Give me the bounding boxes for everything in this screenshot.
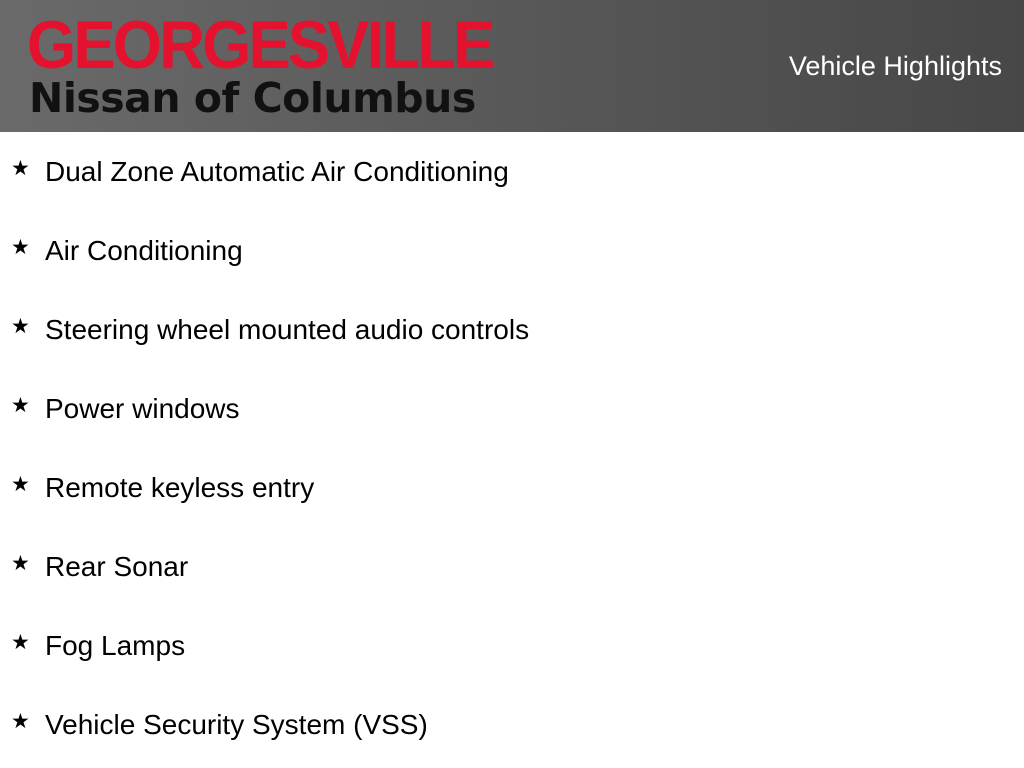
page-title: Vehicle Highlights [788,51,1002,81]
highlight-label: Rear Sonar [45,551,189,582]
list-item [0,448,1024,527]
list-item [0,606,1024,685]
star-icon: ★ [11,473,30,496]
star-icon: ★ [11,394,30,417]
star-icon: ★ [11,552,30,575]
list-item [0,369,1024,448]
highlight-label: Vehicle Security System (VSS) [45,709,428,740]
list-item [0,211,1024,290]
highlight-label: Power windows [45,393,240,424]
list-item [0,290,1024,369]
highlight-label: Dual Zone Automatic Air Conditioning [45,156,509,187]
page-header [0,0,1024,132]
logo-subtitle: Nissan of Columbus [29,74,476,122]
highlight-label: Steering wheel mounted audio controls [45,314,530,345]
star-icon: ★ [11,236,30,259]
highlight-label: Air Conditioning [45,235,243,266]
list-item [0,132,1024,211]
star-icon: ★ [11,315,30,338]
list-item [0,527,1024,606]
logo-wordmark: GEORGESVILLE [27,7,493,83]
highlight-label: Remote keyless entry [45,472,315,503]
vehicle-highlights-list [0,132,1024,764]
highlight-label: Fog Lamps [45,630,186,661]
star-icon: ★ [11,157,30,180]
star-icon: ★ [11,631,30,654]
list-item [0,685,1024,764]
star-icon: ★ [11,710,30,733]
dealer-logo [27,7,572,122]
